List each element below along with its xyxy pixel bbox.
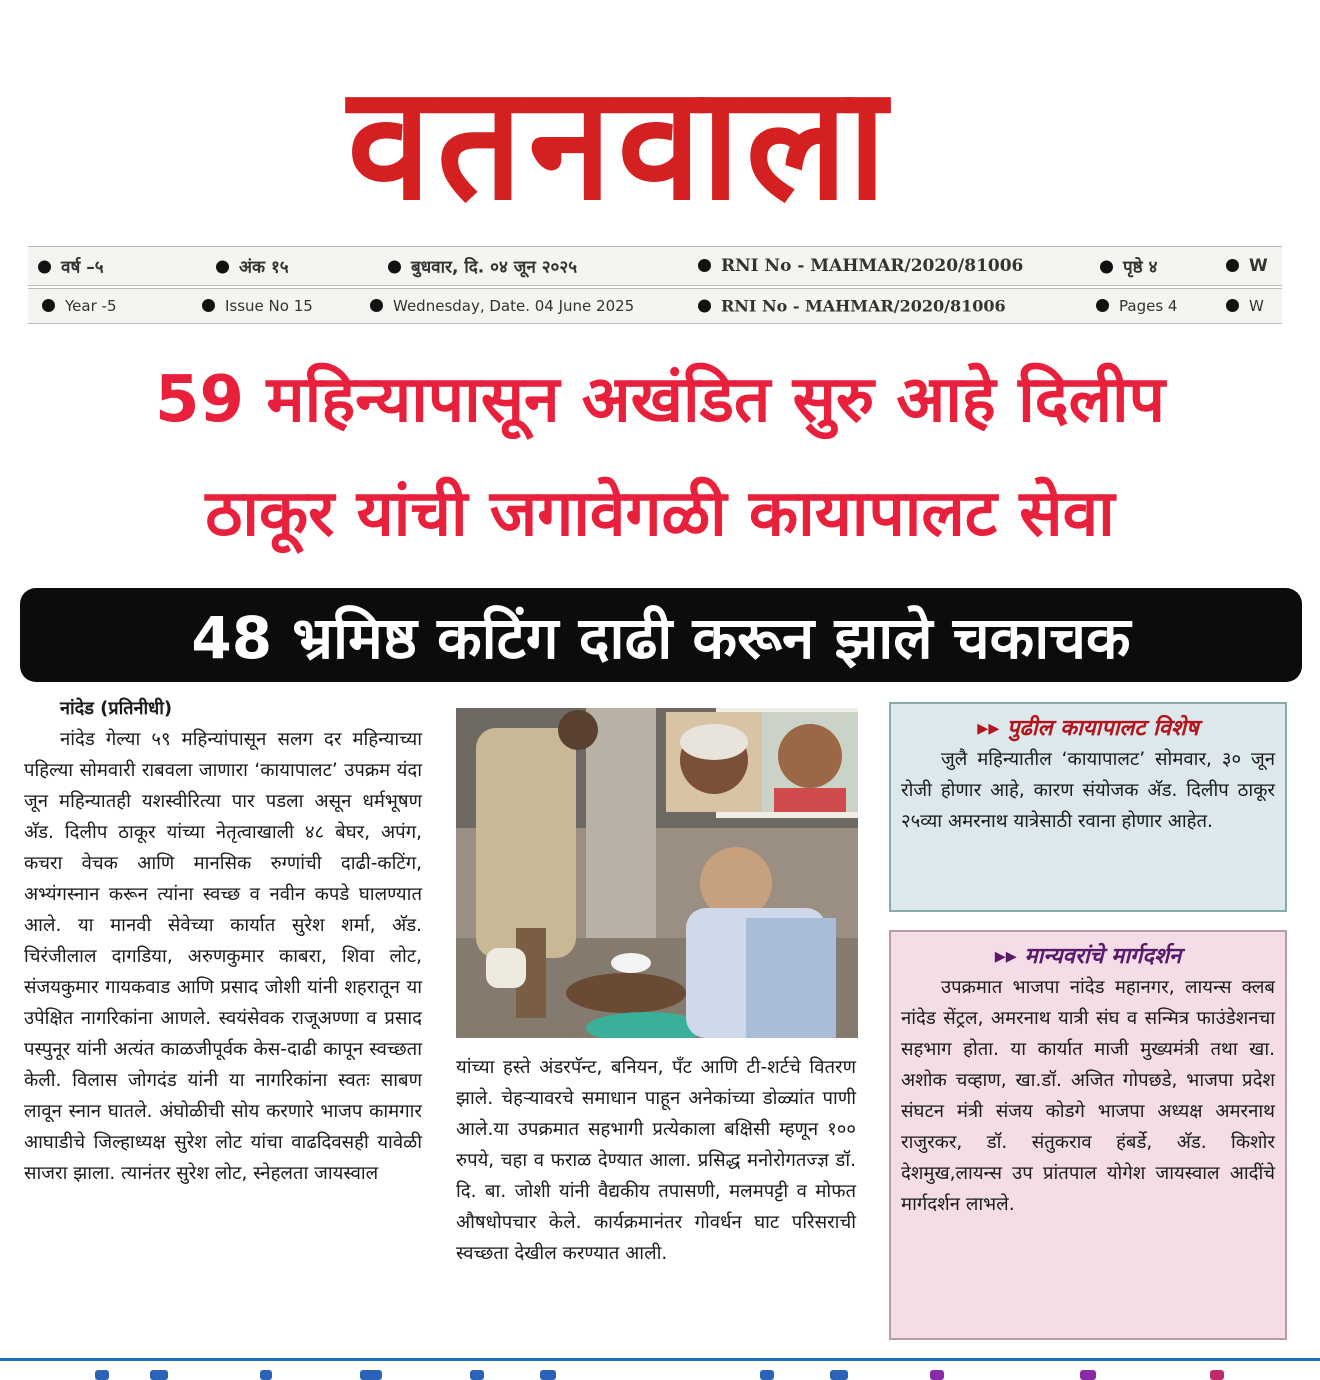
masthead-title: वतनवाला bbox=[347, 50, 893, 236]
bullet-icon bbox=[38, 260, 51, 273]
footer-cut-text bbox=[0, 1362, 1320, 1380]
article-body-left: नांदेड गेल्या ५९ महिन्यांपासून सलग दर महिन्याच्या पहिल्या सोमवारी राबवला जाणारा ‘कायापालट’ उपक्रम यंदा जून महिन्यातही यशस्वीरित्या पार पडला असून धर्मभूषण अ‍ॅड. दिलीप ठाकूर यांच्या नेतृत्वाखाली ४८ बेघर, अपंग, कचरा वेचक आणि मानसिक रुग्णांची दाढी-कटिंग, अभ्यंगस्नान करून त्यांना स्वच्छ व नवीन कपडे घालण्यात आले. या मानवी सेवेच्या कार्यात सुरेश शर्मा, अ‍ॅड. चिरंजीलाल दागडिया, अरुणकुमार काबरा, शिवा लोट, संजयकुमार गायकवाड आणि प्रसाद जोशी यांनी शहरातून या उपेक्षित नागरिकांना आणले. स्वयंसेवक राजूअण्णा व प्रसाद पस्पुनूर यांनी अत्यंत काळजीपूर्वक केस-दाढी कापून स्वच्छता केली. विलास जोगदंड यांनी या नागरिकांना स्वतः साबण लावून स्नान घातले. अंघोळीची सोय करणारे भाजप कामगार आघाडीचे जिल्हाध्यक्ष सुरेश लोट यांचा वाढदिवसही यावेळी साजरा झाला. त्यानंतर सुरेश लोट, स्नेहलता जायस्वाल bbox=[24, 729, 422, 1184]
bullet-icon bbox=[202, 299, 215, 312]
headline-line-2: ठाकूर यांची जगावेगळी कायापालट सेवा bbox=[205, 477, 1115, 551]
bullet-icon bbox=[1096, 299, 1109, 312]
bullet-icon bbox=[1226, 299, 1239, 312]
article-photo bbox=[456, 708, 858, 1038]
info-date-en: Wednesday, Date. 04 June 2025 bbox=[370, 297, 634, 315]
subheadline-text: 48 भ्रमिष्ठ कटिंग दाढी करून झाले चकाचक bbox=[191, 603, 1131, 672]
info-rni-en: RNI No - MAHMAR/2020/81006 bbox=[698, 297, 1006, 316]
info-issue-en: Issue No 15 bbox=[202, 297, 313, 315]
info-date: बुधवार, दि. ०४ जून २०२५ bbox=[388, 255, 577, 278]
photo-illustration bbox=[456, 708, 858, 1038]
next-kayapalat-title: ▸▸ पुढील कायापालट विशेष bbox=[977, 716, 1199, 741]
article-body-middle: यांच्या हस्ते अंडरपॅन्ट, बनियन, पँट आणि टी-शर्टचे वितरण झाले. चेहऱ्यावरचे समाधान पाहून अनेकांच्या डोळ्यांत पाणी आले.या उपक्रमात सहभागी प्रत्येकाला बक्षिसी म्हणून १०० रुपये, चहा व फराळ देण्यात आला. प्रसिद्ध मनोरोगतज्ज्ञ डॉ. दि. बा. जोशी यांनी वैद्यकीय तपासणी, मलमपट्टी व मोफत औषधोपचार केले. कार्यक्रमानंतर गोवर्धन घाट परिसराची स्वच्छता देखील करण्यात आली. bbox=[456, 1057, 856, 1264]
bullet-icon bbox=[42, 299, 55, 312]
article-dateline: नांदेड (प्रतिनीधी) bbox=[60, 698, 173, 719]
footer-rule bbox=[0, 1358, 1320, 1361]
article-left-column bbox=[24, 696, 422, 1189]
info-year: वर्ष –५ bbox=[38, 255, 104, 278]
guidance-title: ▸▸ मान्यवरांचे मार्गदर्शन bbox=[994, 944, 1182, 969]
info-cut: W bbox=[1226, 256, 1268, 276]
next-kayapalat-box bbox=[889, 702, 1287, 912]
guidance-box bbox=[889, 930, 1287, 1340]
next-kayapalat-text: जुलै महिन्यातील ‘कायापालट’ सोमवार, ३० जून रोजी होणार आहे, कारण संयोजक अ‍ॅड. दिलीप ठाकूर २५व्या अमरनाथ यात्रेसाठी रवाना होणार आहेत. bbox=[901, 749, 1275, 832]
info-bar-marathi bbox=[28, 246, 1282, 286]
info-issue: अंक १५ bbox=[216, 255, 289, 278]
masthead bbox=[40, 50, 1200, 236]
headline-line-1: 59 महिन्यापासून अखंडित सुरु आहे दिलीप bbox=[155, 363, 1165, 437]
info-pages-en: Pages 4 bbox=[1096, 297, 1177, 315]
info-rni: RNI No - MAHMAR/2020/81006 bbox=[698, 256, 1023, 276]
subheadline-banner bbox=[20, 588, 1302, 682]
guidance-text: उपक्रमात भाजपा नांदेड महानगर, लायन्स क्लब नांदेड सेंट्रल, अमरनाथ यात्री संघ व सन्मित्र फाउंडेशनचा सहभाग होता. या कार्यात माजी मुख्यमंत्री तथा खा. अशोक चव्हाण, खा.डॉ. अजित गोपछडे, भाजपा प्रदेश संघटन मंत्री संजय कोडगे भाजपा अध्यक्ष अमरनाथ राजुरकर, डॉ. संतुकराव हंबर्डे, अ‍ॅड. किशोर देशमुख,लायन्स उप प्रांतपाल योगेश जायस्वाल आदींचे मार्गदर्शन लाभले. bbox=[901, 977, 1275, 1215]
info-pages: पृष्ठे ४ bbox=[1100, 255, 1157, 278]
bullet-icon bbox=[216, 260, 229, 273]
article-middle-column bbox=[456, 1052, 856, 1269]
info-cut-en: W bbox=[1226, 297, 1264, 315]
info-year-en: Year -5 bbox=[42, 297, 116, 315]
info-bar-english bbox=[28, 288, 1282, 324]
bullet-icon bbox=[370, 299, 383, 312]
bullet-icon bbox=[698, 300, 711, 313]
bullet-icon bbox=[388, 260, 401, 273]
bullet-icon bbox=[698, 259, 711, 272]
bullet-icon bbox=[1100, 260, 1113, 273]
bullet-icon bbox=[1226, 259, 1239, 272]
